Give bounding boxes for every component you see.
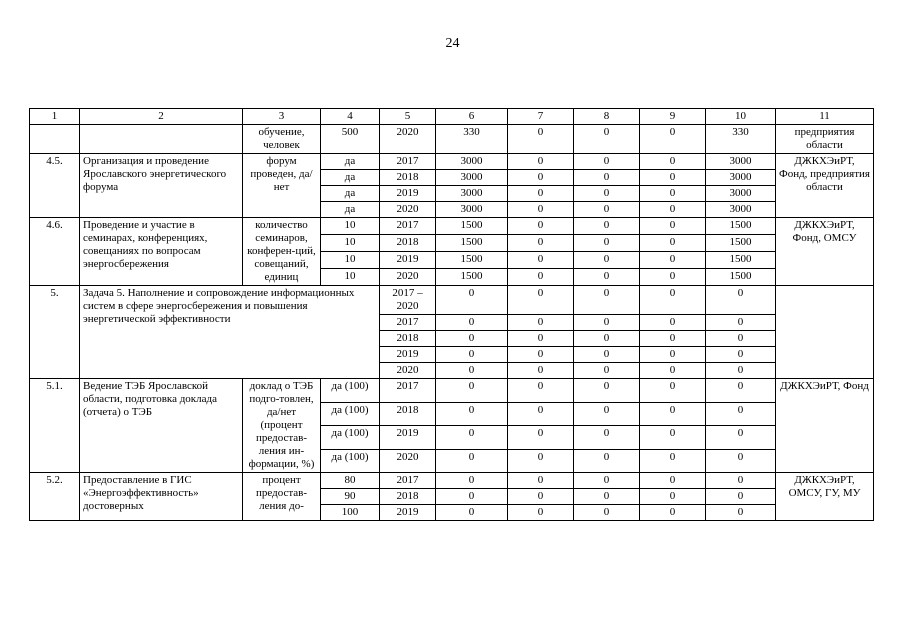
table-cell: 0 bbox=[508, 363, 574, 379]
table-cell: 0 bbox=[706, 402, 776, 426]
table-cell: 0 bbox=[508, 449, 574, 473]
table-cell: Предоставление в ГИС «Энергоэффективность» достоверных bbox=[80, 473, 243, 521]
table-cell: 2017 bbox=[380, 315, 436, 331]
table-cell: 0 bbox=[640, 170, 706, 186]
table-cell: 3000 bbox=[706, 170, 776, 186]
table-cell: Ведение ТЭБ Ярославской области, подготовка доклада (отчета) о ТЭБ bbox=[80, 379, 243, 473]
table-cell: 10 bbox=[321, 218, 380, 235]
table-cell: Организация и проведение Ярославского энергетического форума bbox=[80, 154, 243, 218]
table-cell: 0 bbox=[508, 379, 574, 403]
table-cell: 0 bbox=[436, 473, 508, 489]
table-cell: 0 bbox=[508, 286, 574, 315]
table-cell: 0 bbox=[574, 449, 640, 473]
table-cell: 3000 bbox=[706, 186, 776, 202]
table-cell: 1500 bbox=[706, 252, 776, 269]
table-cell: 0 bbox=[640, 331, 706, 347]
table-cell: 0 bbox=[574, 286, 640, 315]
table-cell: 2017 bbox=[380, 218, 436, 235]
table-cell: 500 bbox=[321, 125, 380, 154]
table-cell: 0 bbox=[508, 269, 574, 286]
table-cell: 0 bbox=[574, 186, 640, 202]
table-cell: 0 bbox=[508, 252, 574, 269]
table-cell: 0 bbox=[640, 473, 706, 489]
table-cell: 4.5. bbox=[30, 154, 80, 218]
table-cell: ДЖКХЭиРТ, Фонд, ОМСУ bbox=[776, 218, 874, 286]
table-cell: 0 bbox=[574, 252, 640, 269]
table-cell: 0 bbox=[574, 125, 640, 154]
table-cell: 0 bbox=[640, 379, 706, 403]
table-cell: 2020 bbox=[380, 125, 436, 154]
table-cell: 0 bbox=[640, 125, 706, 154]
table-cell: 0 bbox=[640, 363, 706, 379]
table-cell: 0 bbox=[574, 505, 640, 521]
table-cell: 0 bbox=[706, 449, 776, 473]
table-cell: 0 bbox=[640, 347, 706, 363]
table-cell: да (100) bbox=[321, 379, 380, 403]
table-cell: доклад о ТЭБ подго-товлен, да/нет (процент предостав-ления ин-формации, %) bbox=[243, 379, 321, 473]
table-cell: 0 bbox=[508, 125, 574, 154]
table-cell: 3000 bbox=[706, 202, 776, 218]
table-cell: 0 bbox=[574, 331, 640, 347]
table-cell: 4.6. bbox=[30, 218, 80, 286]
table-cell: 3000 bbox=[436, 186, 508, 202]
table-cell: 2019 bbox=[380, 505, 436, 521]
table-cell: 2020 bbox=[380, 202, 436, 218]
table-cell: 1500 bbox=[706, 269, 776, 286]
table-cell: 5.1. bbox=[30, 379, 80, 473]
table-cell: 0 bbox=[436, 379, 508, 403]
table-cell: 1500 bbox=[706, 218, 776, 235]
column-number-cell: 7 bbox=[508, 109, 574, 125]
table-cell: Проведение и участие в семинарах, конференциях, совещаниях по вопросам энергосбережения bbox=[80, 218, 243, 286]
table-cell: 1500 bbox=[436, 218, 508, 235]
table-cell: предприятия области bbox=[776, 125, 874, 154]
table-cell: форум проведен, да/нет bbox=[243, 154, 321, 218]
table-cell: 0 bbox=[574, 402, 640, 426]
table-cell: 0 bbox=[574, 426, 640, 450]
table-cell: 0 bbox=[706, 426, 776, 450]
table-cell: 330 bbox=[706, 125, 776, 154]
table-cell: 0 bbox=[574, 379, 640, 403]
table-cell: 3000 bbox=[706, 154, 776, 170]
column-number-cell: 4 bbox=[321, 109, 380, 125]
table-cell: 330 bbox=[436, 125, 508, 154]
table-cell: 0 bbox=[706, 505, 776, 521]
table-cell bbox=[80, 125, 243, 154]
table-cell: 0 bbox=[640, 286, 706, 315]
table-cell: да bbox=[321, 202, 380, 218]
table-cell: да (100) bbox=[321, 402, 380, 426]
table-cell: 0 bbox=[508, 235, 574, 252]
table-row bbox=[30, 286, 874, 315]
table-cell: 0 bbox=[640, 235, 706, 252]
table-cell: 5. bbox=[30, 286, 80, 379]
table-cell: 0 bbox=[574, 489, 640, 505]
table-cell: 1500 bbox=[436, 252, 508, 269]
table-cell: 1500 bbox=[706, 235, 776, 252]
table-cell: 2019 bbox=[380, 347, 436, 363]
table-cell: 10 bbox=[321, 252, 380, 269]
table-row bbox=[30, 218, 874, 235]
table-cell: 0 bbox=[508, 505, 574, 521]
column-number-cell: 1 bbox=[30, 109, 80, 125]
table-cell: 3000 bbox=[436, 154, 508, 170]
table-cell: 2017 bbox=[380, 473, 436, 489]
table-cell: да (100) bbox=[321, 449, 380, 473]
table-cell: 0 bbox=[508, 154, 574, 170]
table-cell: 0 bbox=[640, 218, 706, 235]
table-cell: 3000 bbox=[436, 202, 508, 218]
measures-table bbox=[29, 108, 874, 521]
table-cell: 2018 bbox=[380, 402, 436, 426]
table-cell: 0 bbox=[706, 363, 776, 379]
table-cell: 0 bbox=[574, 218, 640, 235]
table-cell: 0 bbox=[640, 186, 706, 202]
table-row bbox=[30, 473, 874, 489]
table-cell: 0 bbox=[508, 489, 574, 505]
table-cell: 0 bbox=[436, 286, 508, 315]
table-cell: ДЖКХЭиРТ, ОМСУ, ГУ, МУ bbox=[776, 473, 874, 521]
table-row bbox=[30, 154, 874, 170]
table-cell: 80 bbox=[321, 473, 380, 489]
table-cell: 0 bbox=[574, 269, 640, 286]
table-cell: 0 bbox=[706, 489, 776, 505]
table-cell: 0 bbox=[706, 315, 776, 331]
table-cell: 2019 bbox=[380, 252, 436, 269]
table-cell: 2018 bbox=[380, 331, 436, 347]
table-cell: 2020 bbox=[380, 363, 436, 379]
table-cell: 0 bbox=[706, 347, 776, 363]
table-cell: 0 bbox=[508, 218, 574, 235]
table-cell: 10 bbox=[321, 269, 380, 286]
table-cell bbox=[30, 125, 80, 154]
table-cell: 100 bbox=[321, 505, 380, 521]
table-cell: да (100) bbox=[321, 426, 380, 450]
table-cell: 90 bbox=[321, 489, 380, 505]
table-cell: 5.2. bbox=[30, 473, 80, 521]
table-cell: 0 bbox=[640, 315, 706, 331]
table-cell: 0 bbox=[640, 252, 706, 269]
table-cell: 2018 bbox=[380, 170, 436, 186]
table-cell: 2018 bbox=[380, 489, 436, 505]
table-cell: 10 bbox=[321, 235, 380, 252]
table-cell: 0 bbox=[574, 473, 640, 489]
table-cell: 0 bbox=[508, 347, 574, 363]
table-cell: 0 bbox=[640, 154, 706, 170]
table-cell: 0 bbox=[508, 331, 574, 347]
column-number-cell: 3 bbox=[243, 109, 321, 125]
table-cell: ДЖКХЭиРТ, Фонд, предприятия области bbox=[776, 154, 874, 218]
table-cell: 2020 bbox=[380, 449, 436, 473]
column-number-cell: 9 bbox=[640, 109, 706, 125]
column-number-cell: 2 bbox=[80, 109, 243, 125]
table-cell: 2017 bbox=[380, 154, 436, 170]
table-cell: 0 bbox=[640, 489, 706, 505]
table-cell: 0 bbox=[640, 449, 706, 473]
table-cell: 0 bbox=[706, 379, 776, 403]
table-cell: 0 bbox=[436, 315, 508, 331]
table-cell: 0 bbox=[436, 505, 508, 521]
table-cell: 0 bbox=[640, 505, 706, 521]
table-cell: 0 bbox=[508, 170, 574, 186]
column-number-cell: 8 bbox=[574, 109, 640, 125]
column-number-cell: 5 bbox=[380, 109, 436, 125]
table-cell: 0 bbox=[640, 426, 706, 450]
table-cell: 2017 – 2020 bbox=[380, 286, 436, 315]
table-cell: 2018 bbox=[380, 235, 436, 252]
table-row bbox=[30, 125, 874, 154]
table-cell: 0 bbox=[574, 154, 640, 170]
table-cell: 0 bbox=[640, 202, 706, 218]
table-cell: 1500 bbox=[436, 269, 508, 286]
table-cell: 0 bbox=[436, 347, 508, 363]
table-cell: 0 bbox=[436, 331, 508, 347]
table-cell: ДЖКХЭиРТ, Фонд bbox=[776, 379, 874, 473]
table-cell: 2017 bbox=[380, 379, 436, 403]
table-cell: количество семинаров, конферен-ций, совещаний, единиц bbox=[243, 218, 321, 286]
table-cell: 0 bbox=[436, 426, 508, 450]
table-cell: 0 bbox=[640, 402, 706, 426]
table-cell: 0 bbox=[508, 186, 574, 202]
table-cell: 0 bbox=[574, 315, 640, 331]
table-cell: 2020 bbox=[380, 269, 436, 286]
column-number-cell: 10 bbox=[706, 109, 776, 125]
table-cell: 0 bbox=[574, 235, 640, 252]
table-cell: 0 bbox=[574, 347, 640, 363]
table-cell: да bbox=[321, 154, 380, 170]
column-number-cell: 11 bbox=[776, 109, 874, 125]
table-cell: да bbox=[321, 170, 380, 186]
table-cell: 3000 bbox=[436, 170, 508, 186]
page-number: 24 bbox=[445, 36, 460, 51]
table-cell: 0 bbox=[574, 170, 640, 186]
table-cell: обучение, человек bbox=[243, 125, 321, 154]
table-cell: 0 bbox=[436, 363, 508, 379]
table-cell: 0 bbox=[706, 331, 776, 347]
table-cell: да bbox=[321, 186, 380, 202]
table-cell: процент предостав-ления до- bbox=[243, 473, 321, 521]
table-cell: 0 bbox=[436, 449, 508, 473]
table-cell: 0 bbox=[508, 402, 574, 426]
table-cell: 0 bbox=[436, 489, 508, 505]
table-cell: 0 bbox=[508, 202, 574, 218]
table-cell: Задача 5. Наполнение и сопровождение информационных систем в сфере энергосбережения и повышения энергетической эффективности bbox=[80, 286, 380, 379]
column-number-cell: 6 bbox=[436, 109, 508, 125]
table-cell: 0 bbox=[574, 363, 640, 379]
table-cell: 0 bbox=[508, 426, 574, 450]
table-cell: 0 bbox=[706, 286, 776, 315]
table-cell: 0 bbox=[706, 473, 776, 489]
table-cell bbox=[776, 286, 874, 379]
table-cell: 0 bbox=[508, 315, 574, 331]
table-cell: 2019 bbox=[380, 426, 436, 450]
table-cell: 0 bbox=[574, 202, 640, 218]
table-header-row bbox=[30, 109, 874, 125]
table-cell: 1500 bbox=[436, 235, 508, 252]
table-cell: 2019 bbox=[380, 186, 436, 202]
table-cell: 0 bbox=[640, 269, 706, 286]
table-row bbox=[30, 379, 874, 403]
table-cell: 0 bbox=[508, 473, 574, 489]
table-cell: 0 bbox=[436, 402, 508, 426]
